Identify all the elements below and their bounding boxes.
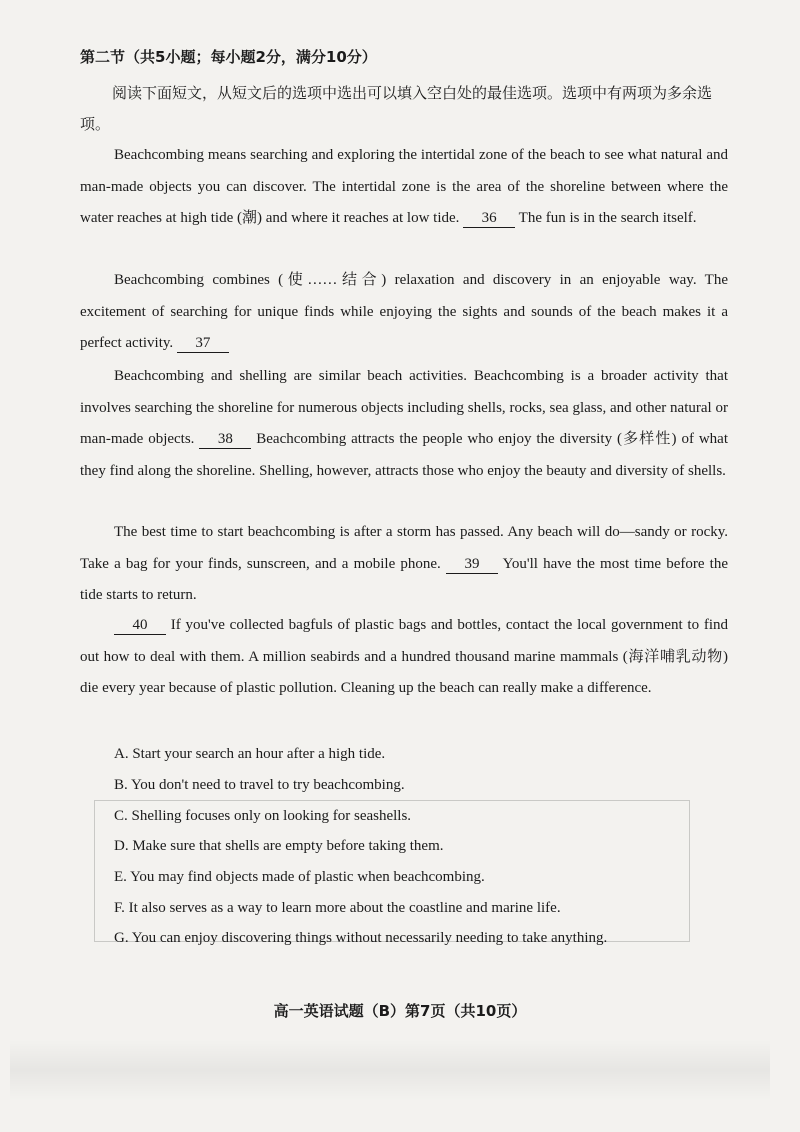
paragraph-2	[80, 265, 728, 360]
instructions: 阅读下面短文，从短文后的选项中选出可以填入空白处的最佳选项。选项中有两项为多余选项。	[80, 84, 713, 133]
paragraph-4	[80, 517, 728, 612]
paragraph-text: The fun is in the search itself.	[518, 210, 697, 226]
paragraph-text: Beachcombing and shelling are similar beach activities. Beachcombing is a broader activity that involves searching the shoreline for numerous objects including shells, rocks, sea glass, and other natural or man-made objects.	[80, 368, 728, 447]
paragraph-text: Beachcombing means searching and exploring the intertidal zone of the beach to see what natural and man-made objects you can discover. The intertidal zone is the area of the shoreline between where the water reaches at high tide (潮) and where it reaches at low tide.	[80, 147, 728, 226]
option-e: E. You may find objects made of plastic when beachcombing.	[114, 869, 485, 885]
blank-37[interactable]: 37	[177, 335, 229, 353]
option-b: B. You don't need to travel to try beachcombing.	[114, 777, 405, 793]
paragraph-1	[80, 140, 728, 235]
option-g: G. You can enjoy discovering things without necessarily needing to take anything.	[114, 930, 608, 946]
blank-38[interactable]: 38	[199, 431, 251, 449]
paragraph-text: Beachcombing attracts the people who enjoy the diversity (多样性) of what they find along the shoreline. Shelling, however, attracts those who enjoy the beauty and diversity of shells.	[80, 431, 729, 479]
paragraph-text: Beachcombing combines (使……结合) relaxation and discovery in an enjoyable way. The excitement of searching for unique finds while enjoying the sights and sounds of the beach makes it a perfect activity.	[80, 272, 728, 351]
blank-39[interactable]: 39	[446, 556, 498, 574]
blank-36[interactable]: 36	[463, 210, 515, 228]
page-footer: 高一英语试题（B）第7页（共10页）	[273, 1002, 527, 1020]
option-c: C. Shelling focuses only on looking for seashells.	[114, 808, 412, 824]
paragraph-text: You'll have the most time before the tide starts to return.	[80, 555, 728, 603]
option-a: A. Start your search an hour after a high tide.	[114, 746, 386, 762]
scan-smudge	[10, 1040, 770, 1100]
blank-40[interactable]: 40	[114, 617, 166, 635]
option-f: F. It also serves as a way to learn more about the coastline and marine life.	[114, 900, 561, 916]
option-d: D. Make sure that shells are empty before taking them.	[114, 838, 444, 854]
paragraph-5	[80, 610, 728, 705]
paragraph-text: The best time to start beachcombing is after a storm has passed. Any beach will do—sandy or rocky. Take a bag for your finds, sunscreen, and a mobile phone.	[80, 524, 728, 572]
section-heading: 第二节（共5小题；每小题2分，满分10分）	[80, 48, 377, 66]
paragraph-text: If you've collected bagfuls of plastic bags and bottles, contact the local government to find out how to deal with them. A million seabirds and a hundred thousand marine mammals (海洋哺乳动物) die every year because of plastic pollution. Cleaning up the beach can really make a difference.	[80, 617, 729, 696]
paragraph-3	[80, 361, 728, 487]
